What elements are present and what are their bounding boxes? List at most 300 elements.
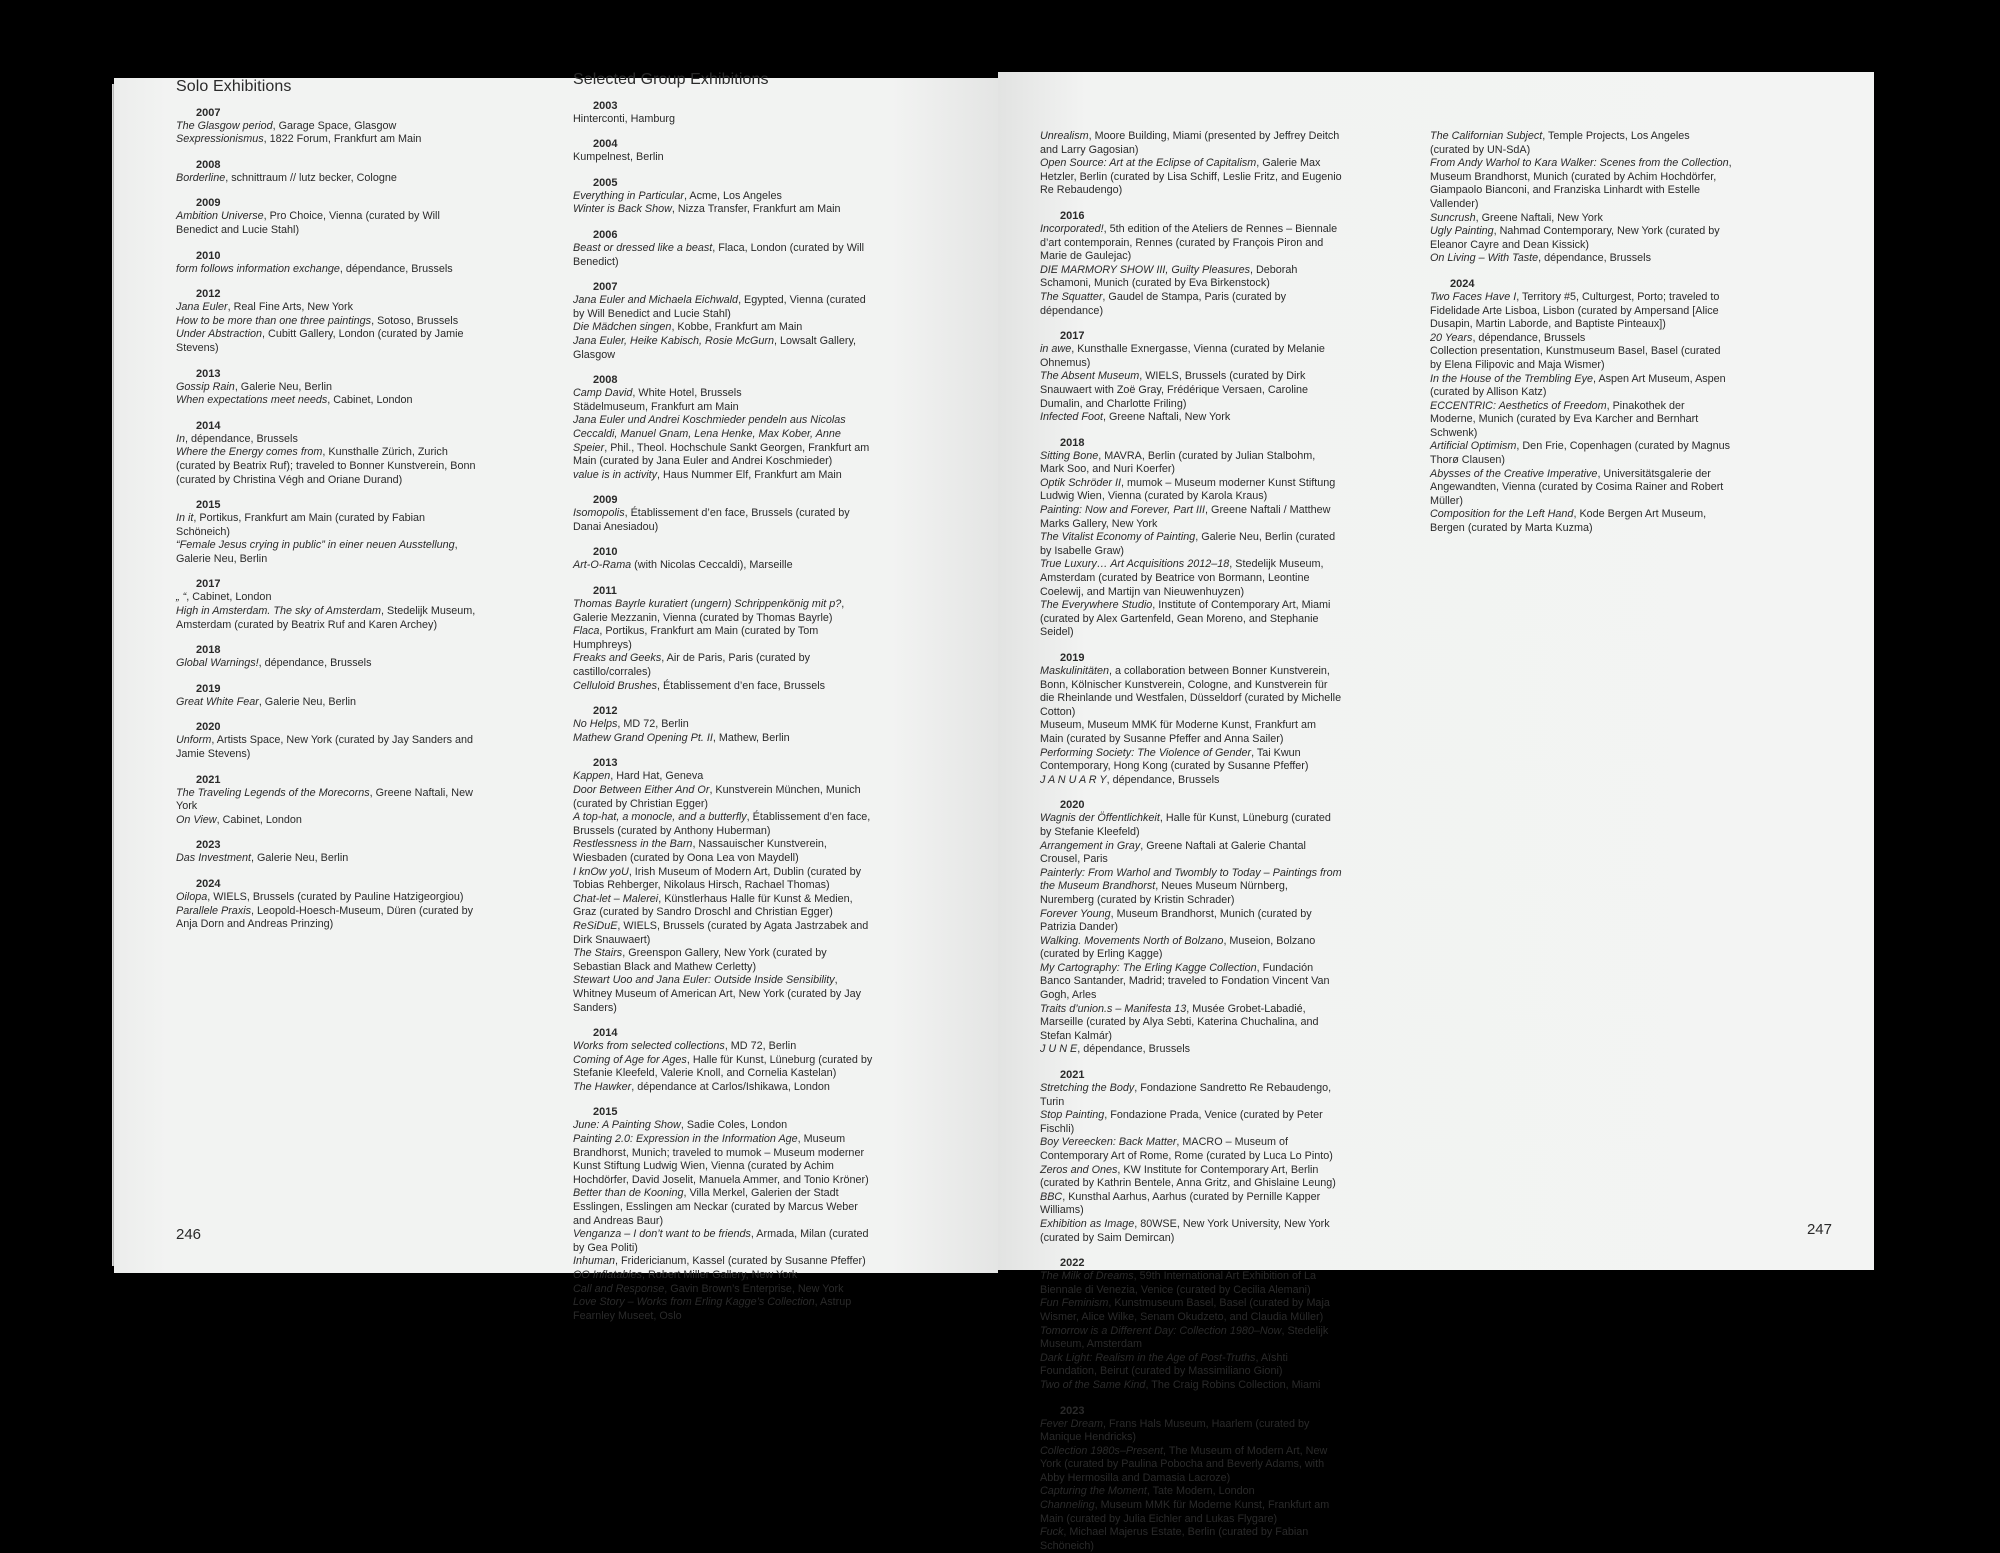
solo-heading: Solo Exhibitions: [176, 78, 292, 95]
exhibition-entry: [573, 947, 875, 974]
exhibition-title: My Cartography: The Erling Kagge Collection: [1040, 961, 1257, 974]
exhibition-entry: [573, 1081, 875, 1095]
exhibition-entry: [1430, 345, 1732, 372]
exhibition-details: , Haus Nummer Elf, Frankfurt am Main: [657, 468, 842, 481]
exhibition-title: Dark Light: Realism in the Age of Post-Truths: [1040, 1351, 1256, 1364]
exhibition-details: , Stedelijk Museum, Amsterdam (curated by Beatrice von Bormann, Leontine Coelewij, and Martijn van Nieuwenhuyzen): [1040, 558, 1324, 598]
exhibition-title: Fever Dream: [1040, 1417, 1103, 1430]
exhibition-details: , Hard Hat, Geneva: [610, 770, 704, 783]
exhibition-title: The Glasgow period: [176, 119, 273, 132]
exhibition-title: True Luxury… Art Acquisitions 2012–18: [1040, 558, 1230, 571]
exhibition-entry: [573, 113, 875, 127]
exhibition-details: , Temple Projects, Los Angeles (curated by UN-SdA): [1430, 130, 1690, 156]
exhibition-details: , Stedelijk Museum, Amsterdam (curated by Beatrix Ruf and Karen Archey): [176, 605, 476, 631]
exhibition-details: , Deborah Schamoni, Munich (curated by Eva Birkenstock): [1040, 263, 1298, 290]
exhibition-entry: [1040, 599, 1342, 640]
exhibition-details: , dépendance, Brussels: [339, 262, 453, 275]
exhibition-entry: [176, 172, 476, 186]
exhibition-title: Wagnis der Öffentlichkeit: [1040, 812, 1160, 825]
exhibition-title: Traits d’union.s – Manifesta 13: [1040, 1002, 1187, 1015]
exhibition-entry: [573, 203, 875, 217]
exhibition-title: Tomorrow is a Different Day: Collection 1980–Now: [1040, 1324, 1282, 1337]
exhibition-details: , Greene Naftali, New York: [1103, 411, 1231, 424]
exhibition-details: , Whitney Museum of American Art, New York (curated by Jay Sanders): [573, 974, 862, 1014]
exhibition-title: The Hawker: [573, 1080, 632, 1093]
exhibition-entry: [1040, 1164, 1342, 1191]
exhibition-title: Two Faces Have I: [1430, 290, 1517, 303]
exhibition-details: Kumpelnest, Berlin: [573, 151, 664, 164]
exhibition-title: Sitting Bone: [1040, 449, 1099, 462]
exhibition-details: , Villa Merkel, Galerien der Stadt Esslingen, Esslingen am Neckar (curated by Marcus Weber and Andreas Baur): [573, 1187, 858, 1227]
exhibition-entry: [176, 210, 476, 237]
exhibition-details: , schnittraum // lutz becker, Cologne: [225, 171, 397, 184]
exhibition-title: Optik Schröder II: [1040, 476, 1122, 489]
exhibition-title: Das Investment: [176, 852, 252, 865]
group-continued-list: [1040, 209, 1342, 1553]
exhibition-details: , The Museum of Modern Art, New York (curated by Paulina Pobocha and Beverly Adams, with Abby Hermosilla and Damasia Lacroze): [1040, 1444, 1328, 1484]
year-heading: 2021: [1060, 1069, 1085, 1082]
exhibition-details: , The Craig Robins Collection, Miami: [1145, 1378, 1321, 1391]
exhibition-title: The Traveling Legends of the Morecorns: [176, 786, 370, 799]
exhibition-details: , Cubitt Gallery, London (curated by Jamie Stevens): [176, 328, 464, 354]
exhibition-details: , 5th edition of the Ateliers de Rennes – Biennale d’art contemporain, Rennes (curated by François Piron and Marie de Gaulejac): [1040, 222, 1338, 263]
exhibition-entry: [573, 242, 875, 269]
group-list: [573, 99, 875, 1324]
exhibition-title: BBC: [1040, 1190, 1063, 1203]
exhibition-entry: [1040, 908, 1342, 935]
exhibition-entry: [573, 387, 875, 401]
exhibition-details: , Real Fine Arts, New York: [227, 301, 354, 314]
year-heading: 2010: [196, 249, 221, 262]
exhibition-details: , Kunstverein München, Munich (curated by Christian Egger): [573, 784, 861, 810]
exhibition-details: Museum, Museum MMK für Moderne Kunst, Frankfurt am Main (curated by Susanne Pfeffer and Anna Sailer): [1040, 719, 1317, 745]
year-heading: 2009: [593, 494, 618, 507]
exhibition-title: Sexpressionismus: [176, 133, 264, 146]
exhibition-title: Works from selected collections: [573, 1040, 725, 1053]
exhibition-entry: [176, 814, 476, 828]
exhibition-details: , Mathew, Berlin: [712, 731, 790, 744]
exhibition-details: , Halle für Kunst, Lüneburg (curated by Stefanie Kleefeld, Valerie Knoll, and Cornelia Kastelan): [573, 1053, 873, 1080]
exhibition-entry: [1040, 1499, 1342, 1526]
exhibition-entry: [573, 1269, 875, 1283]
year-heading: 2008: [196, 158, 221, 171]
group-continued-column: [1040, 130, 1342, 1553]
right-page: [998, 72, 1874, 1552]
exhibition-title: Jana Euler and Michaela Eichwald: [573, 294, 739, 307]
exhibition-details: , Universitätsgalerie der Angewandten, Vienna (curated by Cosima Rainer and Robert Müller): [1430, 467, 1724, 507]
year-heading: 2024: [1450, 277, 1475, 290]
exhibition-entry: [1040, 1297, 1342, 1324]
exhibition-details: , Fondazione Sandretto Re Rebaudengo, Turin: [1040, 1082, 1332, 1108]
exhibition-title: Arrangement in Gray: [1040, 839, 1141, 852]
exhibition-title: Unform: [176, 734, 212, 747]
exhibition-details: , MD 72, Berlin: [617, 718, 689, 731]
exhibition-details: Collection presentation, Kunstmuseum Basel, Basel (curated by Elena Filipovic and Maja Wismer): [1430, 345, 1721, 371]
exhibition-details: , Kobbe, Frankfurt am Main: [671, 321, 803, 334]
exhibition-details: , Galerie Neu, Berlin: [258, 695, 357, 708]
year-heading: 2017: [196, 578, 221, 591]
exhibition-details: , Greene Naftali / Matthew Marks Gallery, New York: [1040, 504, 1331, 530]
exhibition-entry: [573, 1255, 875, 1269]
exhibition-title: Capturing the Moment: [1040, 1485, 1147, 1498]
exhibition-details: , Flaca, London (curated by Will Benedict): [573, 241, 865, 268]
exhibition-entry: [176, 591, 476, 605]
year-heading: 2013: [593, 757, 618, 770]
exhibition-entry: [1040, 1136, 1342, 1163]
exhibition-title: Artificial Optimism: [1430, 440, 1517, 453]
exhibition-details: , dépendance, Brussels: [1106, 773, 1220, 786]
exhibition-title: Open Source: Art at the Eclipse of Capitalism: [1040, 157, 1257, 170]
exhibition-details: , Museion, Bolzano (curated by Erling Kagge): [1040, 934, 1316, 961]
exhibition-title: In: [176, 432, 186, 445]
exhibition-details: , Air de Paris, Paris (curated by castillo/corrales): [573, 652, 811, 679]
exhibition-details: , Nassauischer Kunstverein, Wiesbaden (curated by Oona Lea von Maydell): [573, 838, 827, 864]
exhibition-details: , Robert Miller Gallery, New York: [642, 1269, 798, 1281]
exhibition-details: , Fridericianum, Kassel (curated by Susanne Pfeffer): [615, 1255, 866, 1268]
exhibition-details: , Moore Building, Miami (presented by Jeffrey Deitch and Larry Gagosian): [1040, 130, 1340, 156]
exhibition-details: , Stedelijk Museum, Amsterdam: [1040, 1324, 1329, 1351]
year-heading: 2005: [593, 176, 618, 189]
exhibition-entry: [176, 905, 476, 932]
exhibition-details: , dépendance, Brussels: [1077, 1043, 1191, 1056]
exhibition-entry: [1430, 332, 1732, 346]
exhibition-title: Painting: Now and Forever, Part III: [1040, 504, 1206, 517]
exhibition-title: Restlessness in the Barn: [573, 838, 693, 851]
year-heading: 2013: [196, 367, 221, 380]
exhibition-title: Great White Fear: [176, 695, 259, 708]
exhibition-title: On View: [176, 813, 217, 826]
exhibition-entry: [176, 605, 476, 632]
exhibition-title: J U N E: [1040, 1043, 1078, 1056]
exhibition-title: Channeling: [1040, 1499, 1095, 1512]
exhibition-entry: [1040, 774, 1342, 788]
exhibition-details: Städelmuseum, Frankfurt am Main: [573, 400, 739, 413]
exhibition-title: High in Amsterdam. The sky of Amsterdam: [176, 605, 382, 618]
exhibition-title: Performing Society: The Violence of Gender: [1040, 746, 1252, 759]
exhibition-details: , WIELS, Brussels (curated by Agata Jastrzabek and Dirk Snauwaert): [573, 919, 869, 946]
exhibition-title: Maskulinitäten: [1040, 665, 1110, 677]
year-heading: 2007: [593, 281, 618, 294]
exhibition-entry: [176, 120, 476, 134]
exhibition-details: , Pinakothek der Moderne, Munich (curated by Eva Karcher and Bernhart Schwenk): [1430, 399, 1699, 439]
exhibition-entry: [573, 321, 875, 335]
exhibition-entry: [1040, 719, 1342, 746]
exhibition-entry: [1040, 1082, 1342, 1109]
exhibition-entry: [176, 657, 476, 671]
exhibition-title: Thomas Bayrle kuratiert (ungern) Schrippenkönig mit p?: [573, 598, 842, 611]
year-heading: 2004: [593, 138, 618, 151]
exhibition-title: Call and Response: [573, 1282, 665, 1295]
exhibition-details: , Établissement d’en face, Brussels (curated by Danai Anesiadou): [573, 507, 850, 533]
exhibition-entry: [176, 852, 476, 866]
exhibition-details: , Leopold-Hoesch-Museum, Düren (curated by Anja Dorn and Andreas Prinzing): [176, 904, 474, 931]
exhibition-title: The Milk of Dreams: [1040, 1270, 1134, 1283]
exhibition-title: DIE MARMORY SHOW III, Guilty Pleasures: [1040, 263, 1250, 276]
exhibition-details: , WIELS, Brussels (curated by Dirk Snauwaert with Zoë Gray, Frédérique Versaen, Caroline Dumalin, and Charlotte Friling): [1040, 370, 1309, 410]
group-continued-list-2: [1430, 277, 1732, 536]
year-heading: 2022: [1060, 1257, 1085, 1270]
exhibition-details: , Egypted, Vienna (curated by Will Benedict and Lucie Stahl): [573, 294, 866, 320]
exhibition-title: Where the Energy comes from: [176, 446, 323, 459]
exhibition-entry: [573, 1228, 875, 1255]
exhibition-details: , Tai Kwun Contemporary, Hong Kong (curated by Susanne Pfeffer): [1040, 746, 1309, 773]
exhibition-details: , Portikus, Frankfurt am Main (curated by Tom Humphreys): [573, 625, 819, 651]
exhibition-details: , Gavin Brown’s Enterprise, New York: [664, 1282, 844, 1295]
exhibition-details: , Fundación Banco Santander, Madrid; traveled to Fondation Vincent Van Gogh, Arles: [1040, 961, 1330, 1002]
year-heading: 2003: [593, 99, 618, 112]
exhibition-title: From Andy Warhol to Kara Walker: Scenes from the Collection: [1430, 157, 1729, 170]
exhibition-details: , MAVRA, Berlin (curated by Julian Stalbohm, Mark Soo, and Nuri Koerfer): [1040, 449, 1316, 476]
exhibition-entry: [1040, 812, 1342, 839]
exhibition-details: , White Hotel, Brussels: [632, 387, 742, 400]
exhibition-details: , Museum Brandhorst, Munich (curated by Patrizia Dander): [1040, 907, 1312, 934]
year-heading: 2009: [196, 197, 221, 210]
exhibition-entry: [573, 598, 875, 625]
exhibition-title: Ugly Painting: [1430, 225, 1494, 238]
exhibition-entry: [573, 507, 875, 534]
exhibition-details: , Lowsalt Gallery, Glasgow: [573, 334, 857, 361]
exhibition-title: Kappen: [573, 770, 611, 783]
exhibition-title: „ “: [176, 591, 187, 604]
exhibition-entry: [573, 190, 875, 204]
exhibition-title: Venganza – I don’t want to be friends: [573, 1228, 751, 1241]
exhibition-details: , Greene Naftali, New York: [1475, 211, 1603, 224]
year-heading: 2015: [196, 499, 221, 512]
exhibition-entry: [1040, 935, 1342, 962]
exhibition-details: , Galerie Neu, Berlin: [234, 380, 333, 393]
exhibition-details: , Territory #5, Culturgest, Porto; traveled to Fidelidade Arte Lisboa, Lisbon (curated by Ampersand [Alice Dusapin, Martin Laborde, and Baptiste Pinteaux]): [1430, 290, 1720, 331]
year-heading: 2019: [1060, 652, 1085, 664]
exhibition-details: , Musée Grobet-Labadié, Marseille (curated by Alya Sebti, Katerina Chuchalina, and Stefan Kalmár): [1040, 1002, 1319, 1042]
exhibition-entry: [573, 732, 875, 746]
exhibition-entry: [573, 414, 875, 468]
exhibition-details: , Acme, Los Angeles: [684, 189, 782, 202]
exhibition-title: Gossip Rain: [176, 380, 235, 393]
exhibition-entry: [1040, 1218, 1342, 1245]
exhibition-title: Door Between Either And Or: [573, 784, 710, 796]
exhibition-entry: [1040, 665, 1342, 719]
exhibition-details: , Fondazione Prada, Venice (curated by Peter Fischli): [1040, 1109, 1323, 1135]
exhibition-entry: [573, 770, 875, 784]
exhibition-entry: [1040, 867, 1342, 908]
group-continued-lead-2: [1430, 130, 1732, 266]
exhibition-entry: [573, 151, 875, 165]
exhibition-details: , Kunsthalle Exnergasse, Vienna (curated by Melanie Ohnemus): [1040, 343, 1325, 369]
year-heading: 2016: [1060, 209, 1085, 222]
exhibition-title: Painting 2.0: Expression in the Information Age: [573, 1133, 798, 1146]
exhibition-details: , Garage Space, Glasgow: [272, 119, 397, 132]
exhibition-title: ECCENTRIC: Aesthetics of Freedom: [1430, 399, 1607, 412]
exhibition-details: , Kunstmuseum Basel, Basel (curated by Maja Wismer, Alice Wilke, Senam Okudzeto, and Claudia Müller): [1040, 1297, 1330, 1323]
exhibition-entry: [573, 680, 875, 694]
exhibition-title: Celluloid Brushes: [573, 679, 658, 692]
exhibition-title: Exhibition as Image: [1040, 1217, 1135, 1230]
exhibition-details: , MACRO – Museum of Contemporary Art of Rome, Rome (curated by Luca Lo Pinto): [1040, 1136, 1333, 1162]
exhibition-title: The Absent Museum: [1040, 370, 1140, 383]
year-heading: 2012: [196, 288, 221, 301]
exhibition-details: , Greene Naftali, New York: [176, 786, 473, 813]
exhibition-title: Abysses of the Creative Imperative: [1430, 467, 1598, 480]
exhibition-title: Walking. Movements North of Bolzano: [1040, 934, 1224, 947]
exhibition-details: , a collaboration between Bonner Kunstverein, Bonn, Kölnischer Kunstverein, Cologne, and Kunstverein für die Rheinlande und Westfalen, Düsseldorf (curated by Michelle Cotton): [1040, 665, 1342, 718]
exhibition-entry: [1040, 558, 1342, 599]
exhibition-details: , Institute of Contemporary Art, Miami (curated by Alex Gartenfeld, Gean Moreno, and Stephanie Seidel): [1040, 599, 1331, 639]
exhibition-entry: [176, 315, 476, 329]
exhibition-entry: [1430, 508, 1732, 535]
exhibition-details: , Gaudel de Stampa, Paris (curated by dépendance): [1040, 290, 1287, 317]
year-heading: 2007: [196, 106, 221, 119]
exhibition-title: Parallele Praxis: [176, 904, 252, 917]
group-heading: Selected Group Exhibitions: [573, 71, 769, 88]
exhibition-entry: [176, 301, 476, 315]
exhibition-entry: [1040, 130, 1342, 157]
year-heading: 2020: [1060, 799, 1085, 812]
exhibition-title: Mathew Grand Opening Pt. II: [573, 731, 713, 744]
exhibition-entry: [1040, 370, 1342, 411]
exhibition-entry: [573, 784, 875, 811]
exhibition-title: No Helps: [573, 718, 618, 731]
exhibition-details: , Tate Modern, London: [1146, 1485, 1255, 1498]
page-number-left: 246: [176, 1226, 202, 1243]
exhibition-details: Hinterconti, Hamburg: [573, 112, 676, 125]
exhibition-entry: [1040, 1109, 1342, 1136]
exhibition-details: , mumok – Museum moderner Kunst Stiftung Ludwig Wien, Vienna (curated by Karola Kraus): [1040, 476, 1336, 503]
page-number-right: 247: [1806, 1221, 1832, 1238]
exhibition-title: Oilopa: [176, 891, 208, 903]
exhibition-details: , WIELS, Brussels (curated by Pauline Hatzigeorgiou): [207, 891, 464, 903]
exhibition-title: Fuck: [1040, 1526, 1064, 1539]
year-heading: 2021: [196, 773, 221, 786]
exhibition-details: , Phil., Theol. Hochschule Sankt Georgen, Frankfurt am Main (curated by Jana Euler and Andrei Koschmieder): [573, 441, 870, 468]
exhibition-entry: [573, 920, 875, 947]
exhibition-entry: [1040, 1485, 1342, 1499]
exhibition-title: Stop Painting: [1040, 1109, 1105, 1122]
exhibition-entry: [1040, 264, 1342, 291]
year-heading: 2014: [196, 419, 221, 432]
exhibition-entry: [1430, 468, 1732, 509]
exhibition-entry: [1430, 130, 1732, 157]
exhibition-entry: [176, 787, 476, 814]
exhibition-title: Zeros and Ones: [1040, 1163, 1118, 1176]
exhibition-title: In the House of the Trembling Eye: [1430, 372, 1594, 385]
exhibition-title: 20 Years: [1430, 331, 1473, 344]
exhibition-entry: [1040, 1379, 1342, 1393]
exhibition-entry: [1040, 1191, 1342, 1218]
exhibition-title: Stretching the Body: [1040, 1082, 1135, 1095]
exhibition-details: , Museum Brandhorst, Munich (curated by Achim Hochdörfer, Giampaolo Bianconi, and Franziska Linhardt with Estelle Vallender): [1430, 157, 1732, 210]
exhibition-entry: [1040, 450, 1342, 477]
exhibition-title: Borderline: [176, 171, 226, 184]
exhibition-entry: [573, 893, 875, 920]
exhibition-title: Ambition Universe: [176, 210, 264, 223]
year-heading: 2018: [196, 644, 221, 657]
exhibition-details: , Cabinet, London: [327, 394, 413, 407]
year-heading: 2020: [196, 721, 221, 734]
exhibition-details: , Halle für Kunst, Lüneburg (curated by Stefanie Kleefeld): [1040, 812, 1331, 838]
exhibition-entry: [1430, 400, 1732, 441]
exhibition-entry: [573, 401, 875, 415]
year-heading: 2012: [593, 705, 618, 718]
year-heading: 2015: [593, 1106, 618, 1119]
exhibition-details: , Galerie Max Hetzler, Berlin (curated by Lisa Schiff, Leslie Fritz, and Eugenio Re Rebaudengo): [1040, 157, 1342, 197]
exhibition-entry: [1430, 440, 1732, 467]
exhibition-details: , Établissement d’en face, Brussels (curated by Anthony Huberman): [573, 811, 871, 837]
exhibition-details: , Galerie Neu, Berlin (curated by Isabelle Graw): [1040, 531, 1336, 557]
group-exhibitions-column: [573, 73, 875, 1323]
exhibition-title: Better than de Kooning: [573, 1187, 684, 1200]
exhibition-entry: [1040, 343, 1342, 370]
exhibition-title: Infected Foot: [1040, 411, 1104, 424]
exhibition-entry: [1430, 373, 1732, 400]
exhibition-entry: [573, 1283, 875, 1297]
exhibition-details: , Aïshti Foundation, Beirut (curated by Massimiliano Gioni): [1040, 1351, 1288, 1378]
exhibition-title: When expectations meet needs: [176, 394, 328, 407]
exhibition-entry: [573, 1040, 875, 1054]
year-heading: 2010: [593, 546, 618, 559]
exhibition-details: , MD 72, Berlin: [724, 1040, 797, 1053]
exhibition-title: Boy Vereecken: Back Matter: [1040, 1136, 1177, 1149]
exhibition-title: Jana Euler, Heike Kabisch, Rosie McGurn: [573, 334, 775, 347]
exhibition-entry: [573, 1054, 875, 1081]
exhibition-entry: [176, 263, 476, 277]
exhibition-title: Isomopolis: [573, 507, 625, 520]
exhibition-entry: [1040, 1445, 1342, 1486]
exhibition-entry: [573, 866, 875, 893]
exhibition-title: In it: [176, 512, 194, 525]
exhibition-title: in awe: [1040, 343, 1072, 356]
exhibition-details: , Pro Choice, Vienna (curated by Will Benedict and Lucie Stahl): [176, 210, 440, 236]
exhibition-title: The Squatter: [1040, 290, 1103, 303]
exhibition-entry: [1430, 252, 1732, 266]
exhibition-entry: [1430, 212, 1732, 226]
exhibition-details: , Cabinet, London: [216, 813, 302, 826]
exhibition-title: Everything in Particular: [573, 189, 685, 202]
exhibition-title: Fun Feminism: [1040, 1297, 1109, 1310]
exhibition-entry: [176, 512, 476, 539]
exhibition-details: , dépendance, Brussels: [258, 657, 372, 670]
exhibition-title: Painterly: From Warhol and Twombly to Today – Paintings from the Museum Brandhorst: [1040, 866, 1342, 893]
exhibition-details: , Museum MMK für Moderne Kunst, Frankfurt am Main (curated by Julia Eichler and Lukas Flygare): [1040, 1499, 1330, 1525]
year-heading: 2014: [593, 1027, 618, 1040]
exhibition-entry: [1040, 1526, 1342, 1553]
exhibition-title: Stewart Uoo and Jana Euler: Outside Inside Sensibility: [573, 974, 835, 987]
exhibition-details: , Galerie Mezzanin, Vienna (curated by Thomas Bayrle): [573, 598, 845, 624]
exhibition-details: , 1822 Forum, Frankfurt am Main: [263, 133, 422, 146]
year-heading: 2019: [196, 682, 221, 695]
exhibition-entry: [176, 446, 476, 487]
exhibition-entry: [176, 433, 476, 447]
exhibition-details: , Établissement d’en face, Brussels: [657, 679, 826, 692]
exhibition-entry: [1040, 291, 1342, 318]
exhibition-details: , Museum Brandhorst, Munich; traveled to mumok – Museum moderner Kunst Stiftung Ludwig Wien, Vienna (curated by Achim Hochdörfer, David Joselit, Manuela Ammer, and Tonio Kröner): [573, 1133, 869, 1186]
exhibition-details: , Aspen Art Museum, Aspen (curated by Allison Katz): [1430, 372, 1726, 399]
exhibition-entry: [573, 469, 875, 483]
exhibition-details: , Cabinet, London: [186, 591, 272, 604]
exhibition-title: The Everywhere Studio: [1040, 599, 1153, 612]
year-heading: 2006: [593, 228, 618, 241]
exhibition-title: The Stairs: [573, 947, 623, 960]
exhibition-entry: [573, 811, 875, 838]
exhibition-details: , Armada, Milan (curated by Gea Politi): [573, 1228, 869, 1254]
exhibition-entry: [573, 652, 875, 679]
exhibition-title: Incorporated!: [1040, 222, 1104, 235]
exhibition-entry: [1040, 1003, 1342, 1044]
exhibition-details: , Den Frie, Copenhagen (curated by Magnus Thorø Clausen): [1430, 440, 1731, 467]
year-heading: 2023: [1060, 1404, 1085, 1417]
exhibition-title: ReSiDuE: [573, 919, 618, 932]
exhibition-title: form follows information exchange: [176, 262, 340, 275]
exhibition-details: , Irish Museum of Modern Art, Dublin (curated by Tobias Rehberger, Nikolaus Hirsch, Rachael Thomas): [573, 865, 862, 892]
